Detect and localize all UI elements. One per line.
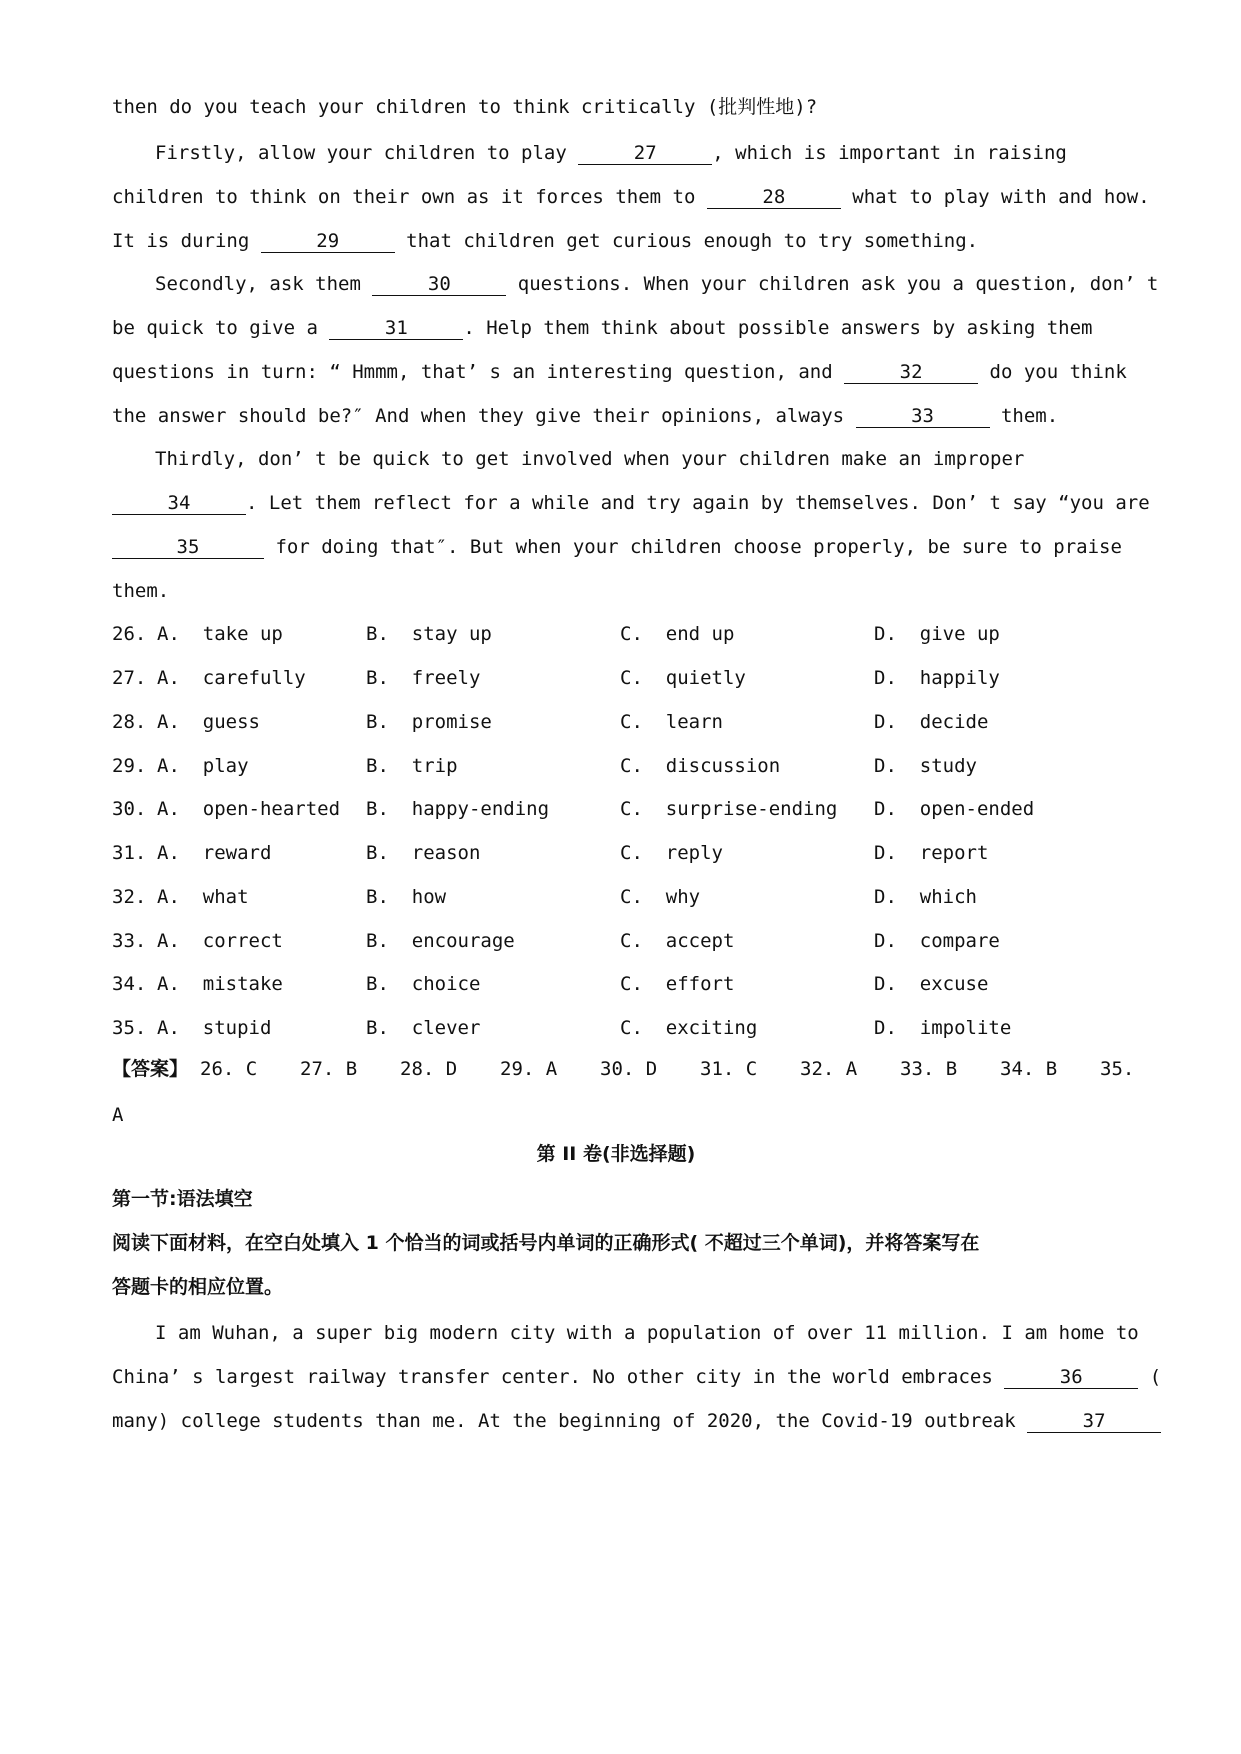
- passage-line: 34 . Let them reflect for a while and try again by themselves. Don’ t say “you are: [112, 491, 1150, 515]
- blank-28[interactable]: 28: [707, 186, 841, 209]
- option-c[interactable]: C. why: [620, 886, 701, 908]
- option-b[interactable]: B. freely: [366, 667, 481, 689]
- answer-item: 26. C: [200, 1058, 258, 1080]
- option-d[interactable]: D. open-ended: [874, 798, 1035, 820]
- option-number: 26.: [112, 623, 147, 645]
- option-c[interactable]: C. surprise-ending: [620, 798, 838, 820]
- blank-29[interactable]: 29: [261, 230, 395, 253]
- blank-35[interactable]: 35: [112, 536, 264, 559]
- passage-line: It is during 29 that children get curious enough to try something.: [112, 230, 979, 252]
- option-number: 34.: [112, 973, 147, 995]
- option-number: 31.: [112, 842, 147, 864]
- instruction-line: 答题卡的相应位置。: [112, 1276, 284, 1298]
- passage-line: Firstly, allow your children to play 27 , which is important in raising: [155, 142, 1067, 164]
- option-number: 28.: [112, 711, 147, 733]
- answer-label: 【答案】: [112, 1058, 189, 1080]
- blank-36[interactable]: 36: [1004, 1366, 1138, 1389]
- answer-item: 29. A: [500, 1058, 558, 1080]
- option-c[interactable]: C. exciting: [620, 1017, 758, 1039]
- option-c[interactable]: C. reply: [620, 842, 723, 864]
- option-number: 29.: [112, 755, 147, 777]
- option-c[interactable]: C. end up: [620, 623, 735, 645]
- option-d[interactable]: D. excuse: [874, 973, 989, 995]
- answer-item: 28. D: [400, 1058, 458, 1080]
- option-c[interactable]: C. discussion: [620, 755, 781, 777]
- option-a[interactable]: A. carefully: [157, 667, 306, 689]
- answer-item: 32. A: [800, 1058, 858, 1080]
- option-d[interactable]: D. decide: [874, 711, 989, 733]
- blank-31[interactable]: 31: [329, 317, 463, 340]
- option-b[interactable]: B. trip: [366, 755, 458, 777]
- option-number: 32.: [112, 886, 147, 908]
- option-d[interactable]: D. happily: [874, 667, 1000, 689]
- passage-line: then do you teach your children to think critically (批判性地)?: [112, 96, 818, 118]
- option-c[interactable]: C. effort: [620, 973, 735, 995]
- option-c[interactable]: C. accept: [620, 930, 735, 952]
- option-number: 35.: [112, 1017, 147, 1039]
- option-a[interactable]: A. mistake: [157, 973, 283, 995]
- answer-item: 31. C: [700, 1058, 758, 1080]
- answer-item: 30. D: [600, 1058, 658, 1080]
- option-a[interactable]: A. what: [157, 886, 249, 908]
- option-a[interactable]: A. take up: [157, 623, 283, 645]
- passage-line: questions in turn: “ Hmmm, that’ s an interesting question, and 32 do you think: [112, 361, 1127, 383]
- option-d[interactable]: D. report: [874, 842, 989, 864]
- option-a[interactable]: A. guess: [157, 711, 260, 733]
- option-a[interactable]: A. play: [157, 755, 249, 777]
- section-title: 第 II 卷(非选择题): [536, 1143, 696, 1165]
- option-b[interactable]: B. stay up: [366, 623, 492, 645]
- option-a[interactable]: A. reward: [157, 842, 272, 864]
- blank-27[interactable]: 27: [578, 142, 712, 165]
- blank-33[interactable]: 33: [856, 405, 990, 428]
- section-subtitle: 第一节:语法填空: [112, 1188, 253, 1210]
- answer-item: 33. B: [900, 1058, 958, 1080]
- option-d[interactable]: D. impolite: [874, 1017, 1012, 1039]
- blank-30[interactable]: 30: [372, 273, 506, 296]
- passage-line: Secondly, ask them 30 questions. When your children ask you a question, don’ t: [155, 273, 1159, 295]
- passage-line: the answer should be?″ And when they give their opinions, always 33 them.: [112, 405, 1059, 427]
- option-b[interactable]: B. clever: [366, 1017, 481, 1039]
- option-d[interactable]: D. study: [874, 755, 977, 777]
- instruction-line: 阅读下面材料，在空白处填入 1 个恰当的词或括号内单词的正确形式( 不超过三个单词)，并将答案写在: [112, 1232, 980, 1254]
- option-c[interactable]: C. quietly: [620, 667, 746, 689]
- passage-line: China’ s largest railway transfer center. No other city in the world embraces 36 (: [112, 1366, 1162, 1388]
- passage-line: many) college students than me. At the beginning of 2020, the Covid-19 outbreak 37: [112, 1409, 1161, 1433]
- answer-item: 34. B: [1000, 1058, 1058, 1080]
- option-d[interactable]: D. which: [874, 886, 977, 908]
- passage-line: 35 for doing that″. But when your children choose properly, be sure to praise: [112, 535, 1122, 559]
- passage-line: children to think on their own as it forces them to 28 what to play with and how.: [112, 186, 1150, 208]
- answer-item: A: [112, 1104, 124, 1126]
- passage-line: Thirdly, don’ t be quick to get involved when your children make an improper: [155, 448, 1025, 470]
- blank-32[interactable]: 32: [844, 361, 978, 384]
- answer-item: 27. B: [300, 1058, 358, 1080]
- option-number: 30.: [112, 798, 147, 820]
- option-b[interactable]: B. happy-ending: [366, 798, 550, 820]
- option-b[interactable]: B. reason: [366, 842, 481, 864]
- option-d[interactable]: D. give up: [874, 623, 1000, 645]
- option-b[interactable]: B. promise: [366, 711, 492, 733]
- option-a[interactable]: A. open-hearted: [157, 798, 341, 820]
- passage-line: I am Wuhan, a super big modern city with a population of over 11 million. I am home to: [155, 1322, 1139, 1344]
- blank-34[interactable]: 34: [112, 492, 246, 515]
- answer-item: 35.: [1100, 1058, 1135, 1080]
- option-d[interactable]: D. compare: [874, 930, 1000, 952]
- option-number: 33.: [112, 930, 147, 952]
- passage-line: them.: [112, 580, 170, 602]
- option-a[interactable]: A. correct: [157, 930, 283, 952]
- option-b[interactable]: B. how: [366, 886, 447, 908]
- blank-37[interactable]: 37: [1027, 1410, 1161, 1433]
- option-c[interactable]: C. learn: [620, 711, 723, 733]
- option-b[interactable]: B. encourage: [366, 930, 515, 952]
- passage-line: be quick to give a 31 . Help them think about possible answers by asking them: [112, 317, 1093, 339]
- option-a[interactable]: A. stupid: [157, 1017, 272, 1039]
- option-b[interactable]: B. choice: [366, 973, 481, 995]
- option-number: 27.: [112, 667, 147, 689]
